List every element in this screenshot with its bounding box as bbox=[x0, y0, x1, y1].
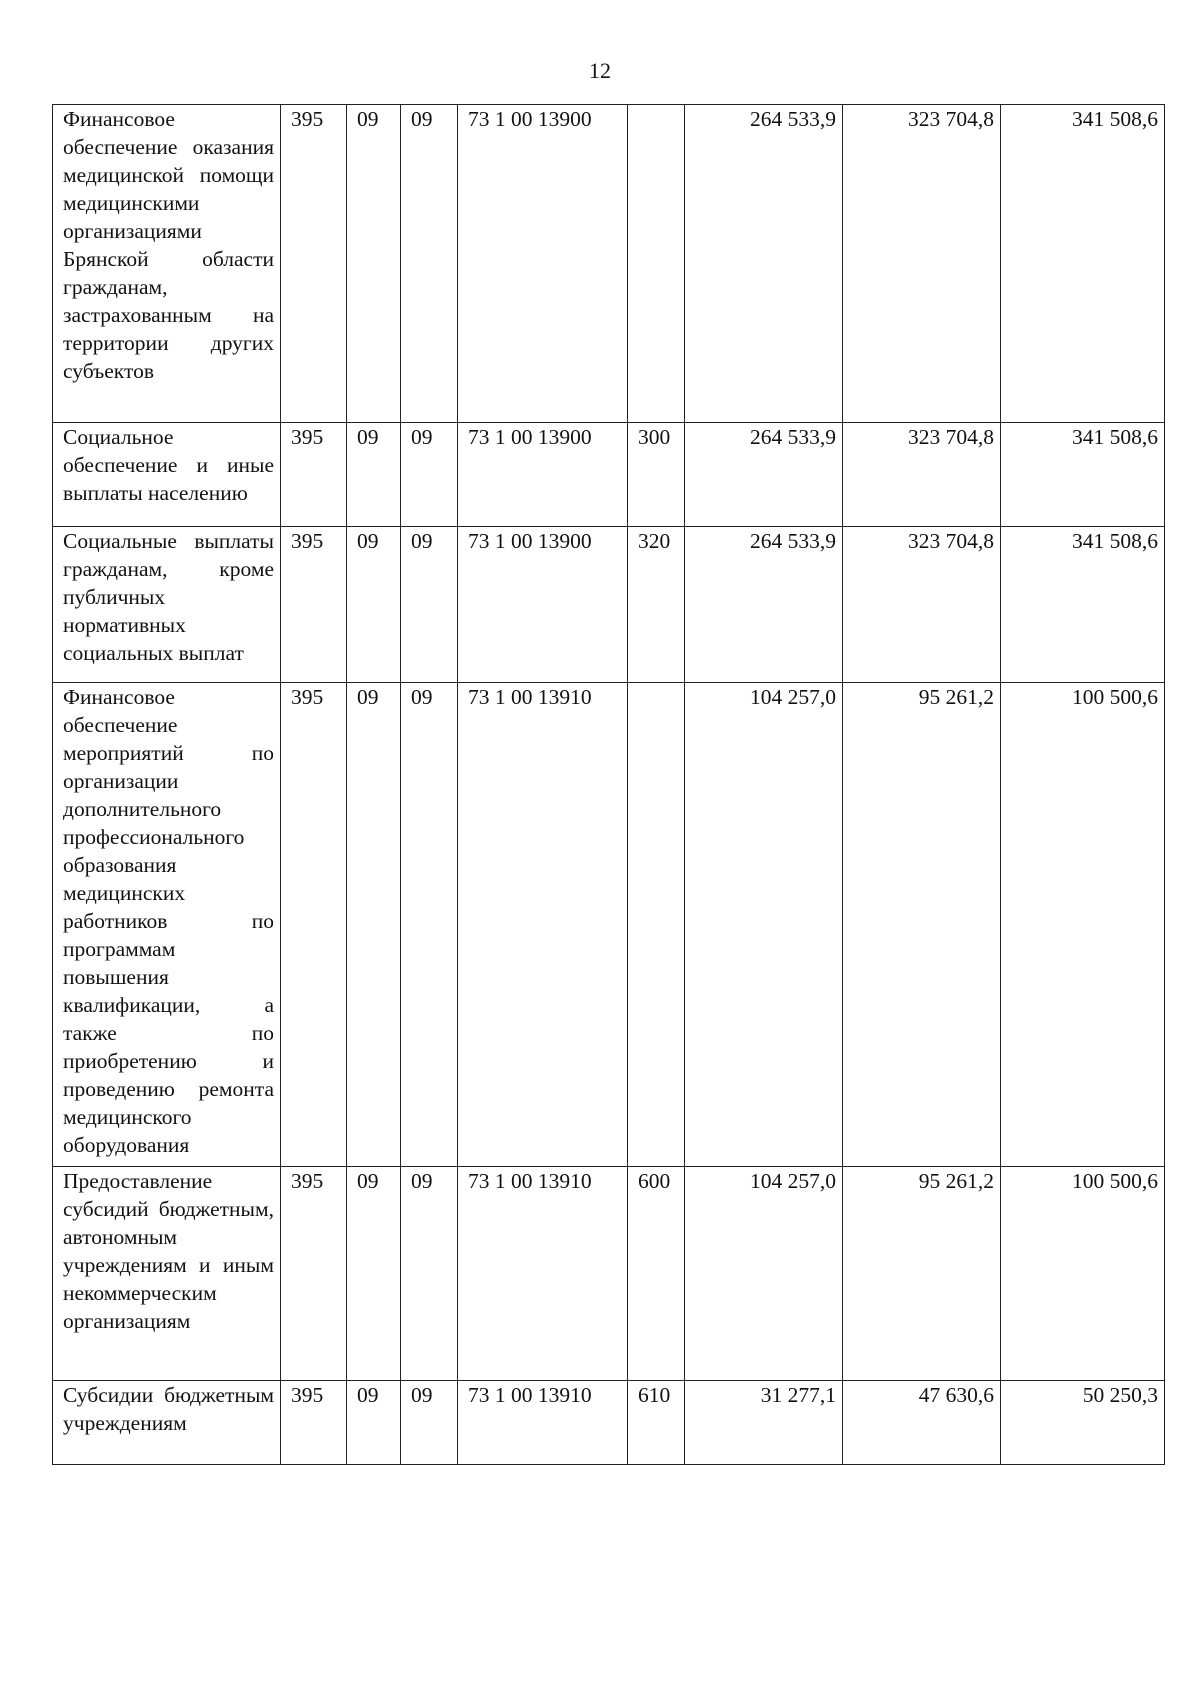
section-code-cell: 09 bbox=[347, 423, 401, 527]
ministry-code-cell: 395 bbox=[281, 423, 347, 527]
amount-year3-cell: 341 508,6 bbox=[1001, 105, 1165, 423]
item-name-cell: Финансовое обеспечение мероприятий по организации дополнительного профессионального образования медицинских работников по программам повышения квалификации, а также по приобретению и проведению ремонта медицинского оборудования bbox=[53, 683, 281, 1167]
section-code-cell: 09 bbox=[347, 105, 401, 423]
amount-year3-cell: 341 508,6 bbox=[1001, 527, 1165, 683]
amount-year1-cell: 264 533,9 bbox=[685, 527, 843, 683]
item-name-cell: Финансовое обеспечение оказания медицинской помощи медицинскими организациями Брянской области гражданам, застрахованным на территории других субъектов bbox=[53, 105, 281, 423]
amount-year2-cell: 47 630,6 bbox=[843, 1381, 1001, 1465]
amount-year1-cell: 104 257,0 bbox=[685, 1167, 843, 1381]
budget-table bbox=[52, 104, 1165, 1465]
target-article-cell: 73 1 00 13900 bbox=[458, 105, 628, 423]
amount-year2-cell: 323 704,8 bbox=[843, 423, 1001, 527]
target-article-cell: 73 1 00 13910 bbox=[458, 683, 628, 1167]
subsection-code-cell: 09 bbox=[401, 423, 458, 527]
table-row bbox=[53, 105, 1165, 423]
expense-type-cell: 600 bbox=[628, 1167, 685, 1381]
page-number: 12 bbox=[589, 58, 611, 83]
section-code-cell: 09 bbox=[347, 1381, 401, 1465]
amount-year3-cell: 50 250,3 bbox=[1001, 1381, 1165, 1465]
subsection-code-cell: 09 bbox=[401, 1167, 458, 1381]
expense-type-cell: 320 bbox=[628, 527, 685, 683]
subsection-code-cell: 09 bbox=[401, 527, 458, 683]
amount-year1-cell: 264 533,9 bbox=[685, 423, 843, 527]
table-row bbox=[53, 527, 1165, 683]
item-name-cell: Предоставление субсидий бюджетным, автономным учреждениям и иным некоммерческим организациям bbox=[53, 1167, 281, 1381]
item-name-cell: Социальное обеспечение и иные выплаты населению bbox=[53, 423, 281, 527]
table-row bbox=[53, 1381, 1165, 1465]
section-code-cell: 09 bbox=[347, 527, 401, 683]
table-row bbox=[53, 1167, 1165, 1381]
ministry-code-cell: 395 bbox=[281, 683, 347, 1167]
amount-year2-cell: 95 261,2 bbox=[843, 1167, 1001, 1381]
expense-type-cell bbox=[628, 683, 685, 1167]
amount-year1-cell: 31 277,1 bbox=[685, 1381, 843, 1465]
item-name-cell: Субсидии бюджетным учреждениям bbox=[53, 1381, 281, 1465]
ministry-code-cell: 395 bbox=[281, 1167, 347, 1381]
table-row bbox=[53, 683, 1165, 1167]
subsection-code-cell: 09 bbox=[401, 105, 458, 423]
ministry-code-cell: 395 bbox=[281, 105, 347, 423]
target-article-cell: 73 1 00 13910 bbox=[458, 1381, 628, 1465]
amount-year1-cell: 104 257,0 bbox=[685, 683, 843, 1167]
section-code-cell: 09 bbox=[347, 1167, 401, 1381]
expense-type-cell bbox=[628, 105, 685, 423]
table-row bbox=[53, 423, 1165, 527]
amount-year2-cell: 323 704,8 bbox=[843, 105, 1001, 423]
amount-year3-cell: 341 508,6 bbox=[1001, 423, 1165, 527]
amount-year3-cell: 100 500,6 bbox=[1001, 1167, 1165, 1381]
amount-year2-cell: 95 261,2 bbox=[843, 683, 1001, 1167]
amount-year2-cell: 323 704,8 bbox=[843, 527, 1001, 683]
amount-year1-cell: 264 533,9 bbox=[685, 105, 843, 423]
target-article-cell: 73 1 00 13900 bbox=[458, 423, 628, 527]
section-code-cell: 09 bbox=[347, 683, 401, 1167]
expense-type-cell: 300 bbox=[628, 423, 685, 527]
item-name-cell: Социальные выплаты гражданам, кроме публичных нормативных социальных выплат bbox=[53, 527, 281, 683]
target-article-cell: 73 1 00 13910 bbox=[458, 1167, 628, 1381]
budget-table-body bbox=[53, 105, 1165, 1465]
amount-year3-cell: 100 500,6 bbox=[1001, 683, 1165, 1167]
ministry-code-cell: 395 bbox=[281, 527, 347, 683]
expense-type-cell: 610 bbox=[628, 1381, 685, 1465]
subsection-code-cell: 09 bbox=[401, 683, 458, 1167]
subsection-code-cell: 09 bbox=[401, 1381, 458, 1465]
target-article-cell: 73 1 00 13900 bbox=[458, 527, 628, 683]
ministry-code-cell: 395 bbox=[281, 1381, 347, 1465]
